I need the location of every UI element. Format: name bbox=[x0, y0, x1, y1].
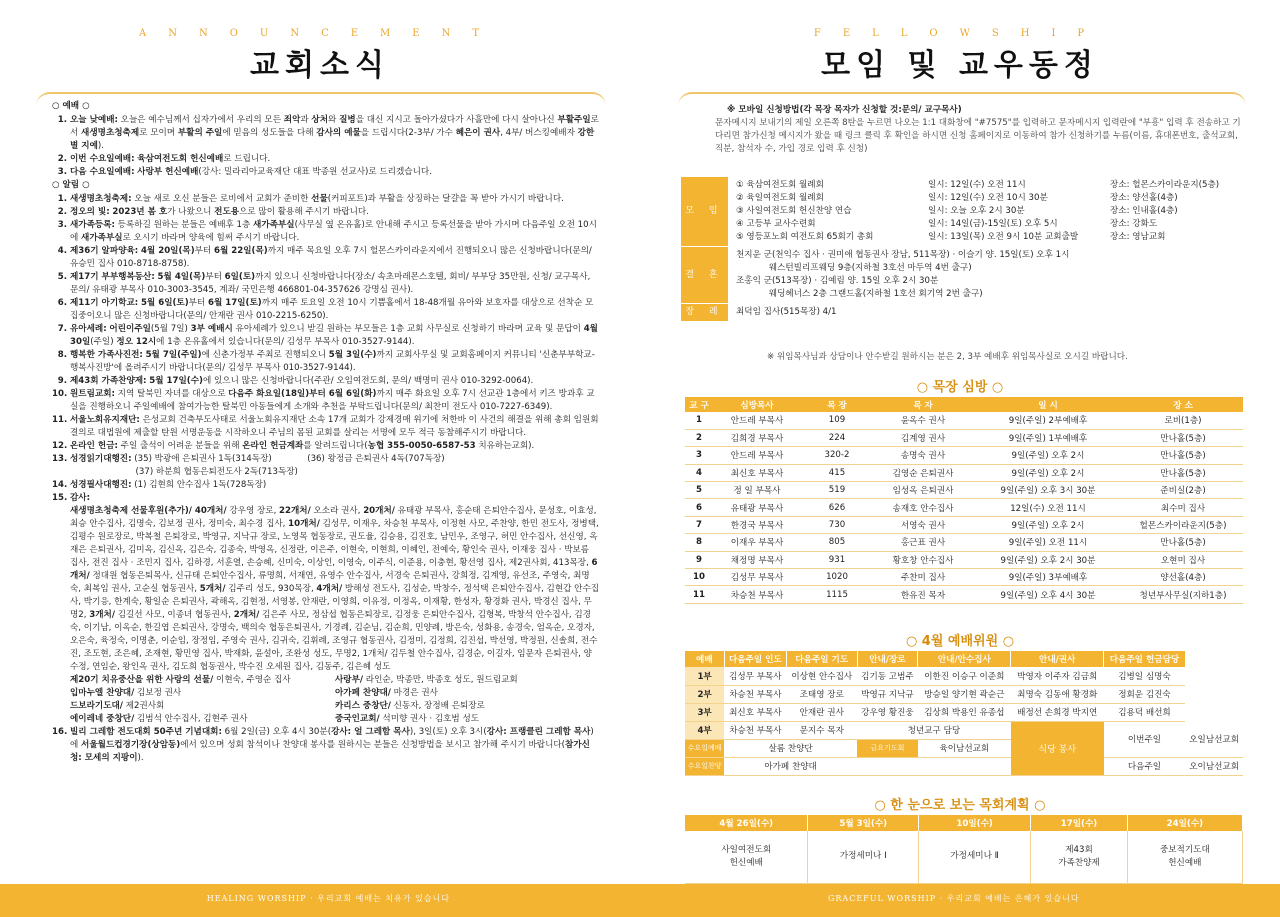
duty-cell: 차승천 부목사 bbox=[724, 721, 786, 739]
meeting-a: ① 육삼여전도회 월례회 bbox=[736, 180, 824, 190]
visit-cell: 김성무 부목사 bbox=[713, 569, 801, 586]
duty-extra-label bbox=[857, 757, 918, 775]
visit-cell: 만나홀(5층) bbox=[1123, 534, 1243, 551]
visit-cell: 한경국 부목사 bbox=[713, 516, 801, 533]
duty-cell: 배정선 손희경 박지연 bbox=[1011, 703, 1104, 721]
visit-cell: 주찬미 집사 bbox=[873, 569, 973, 586]
item-text: 온라인 헌금: 주일 출석이 어려운 분들을 위해 온라인 헌금계좌를 알려드립니다(농협 355-0050-6587-53 치유하는교회). bbox=[70, 441, 535, 451]
item-text: 새가족등록: 등록하길 원하는 분들은 예배후 1층 새가족부실(사무실 옆 온유홀)로 안내해 주시고 등록선물을 받아 가시며 다음주일 오전 10시에 새가족부실로 오시기 바라며 양육에 힘써 주시기 바랍니다. bbox=[70, 220, 597, 243]
right-footer bbox=[640, 884, 1280, 917]
meal-when: 다음주일 bbox=[1104, 757, 1186, 775]
left-footer-text: HEALING WORSHIP · 우리교회 예배는 치유가 있습니다 bbox=[206, 894, 450, 903]
thanks-pair bbox=[70, 687, 600, 700]
announcement-eyebrow: ANNOUNCEMENT bbox=[138, 28, 501, 39]
duty-cell: 1부 bbox=[685, 667, 724, 685]
visit-cell: 7 bbox=[685, 516, 713, 533]
meal-group: 오이남선교회 bbox=[1185, 757, 1243, 775]
visit-cell: 1115 bbox=[801, 586, 873, 603]
plan-date: 10일(수) bbox=[918, 815, 1030, 831]
news-item bbox=[52, 479, 600, 492]
plan-date: 5월 3일(수) bbox=[808, 815, 919, 831]
news-item bbox=[52, 193, 600, 206]
duty-cell: 4부 bbox=[685, 721, 724, 739]
duty-cell: 최명숙 김동애 황경화 bbox=[1011, 685, 1104, 703]
duty-cell: 안재란 권사 bbox=[787, 703, 857, 721]
item-number: 12. bbox=[52, 441, 68, 451]
meeting-item bbox=[736, 179, 1235, 192]
news-item bbox=[52, 297, 600, 323]
visit-cell: 9일(주일) 3부예배후 bbox=[973, 569, 1123, 586]
meeting-list bbox=[728, 177, 1243, 246]
wedding-line: 천지운 군(천익수 집사 · 권미애 협동권사 장남, 511목장) · 이슬기 양. 15일(토) 오후 1시 bbox=[736, 250, 1070, 260]
plan-event: 사일여전도회 헌신예배 bbox=[685, 831, 808, 883]
visit-cell: 9 bbox=[685, 551, 713, 568]
announcement-content bbox=[52, 100, 600, 765]
meeting-item bbox=[736, 231, 1235, 244]
visit-header: 장 소 bbox=[1123, 397, 1243, 412]
visit-cell: 서영숙 권사 bbox=[873, 516, 973, 533]
visit-header: 교 구 bbox=[685, 397, 713, 412]
duty-cell: 박영자 이주자 김금희 bbox=[1011, 667, 1104, 685]
item-number: 8. bbox=[57, 350, 67, 360]
visit-cell: 626 bbox=[801, 499, 873, 516]
meeting-item bbox=[736, 218, 1235, 231]
visit-cell: 9일(주일) 2부예배후 bbox=[973, 412, 1123, 429]
visit-cell: 3 bbox=[685, 447, 713, 464]
notice-heading: ※ 모바일 신청방법(각 목장 목자가 신청할 것:문의/ 교구목사) bbox=[727, 105, 962, 115]
visit-cell: 224 bbox=[801, 429, 873, 446]
visit-cell: 최수미 집사 bbox=[1123, 499, 1243, 516]
item-text: 제11기 아기학교: 5월 6일(토)부터 6월 17일(토)까지 매주 토요일 오전 10시 기쁨홀에서 18-48개월 유아와 보호자를 대상으로 선착순 모집중이오니 많은 신청바랍니다(문의/ 안재란 권사 010-2215-6250). bbox=[70, 298, 594, 321]
plan-date: 24일(수) bbox=[1127, 815, 1242, 831]
funeral-row bbox=[681, 304, 1243, 322]
visit-cell: 청년부사무실(지하1층) bbox=[1123, 586, 1243, 603]
item-number: 1. bbox=[57, 115, 67, 125]
item-text: 제36기 알파양육: 4월 20일(목)부터 6월 22일(목)까지 매주 목요일 오후 7시 헐몬스카이라운지에서 진행되오니 많은 신청바랍니다(문의/ 유승민 집사 010-8718-8758). bbox=[70, 246, 592, 269]
plan-date: 4월 26일(수) bbox=[685, 815, 808, 831]
plan-event: 가정세미나 Ⅱ bbox=[918, 831, 1030, 883]
item-text: 행복한 가족사진전: 5월 7일(주일)에 신춘가정부 주최로 진행되오니 5월 3일(수)까지 교회사무실 및 교회홈페이지 커뮤니티 '신춘부부학교-행복사진방'에 올려주시기 바랍니다(문의/ 김성무 부목사 010-3527-9144). bbox=[70, 350, 595, 373]
visit-cell: 송명숙 권사 bbox=[873, 447, 973, 464]
visit-cell: 양선홀(4층) bbox=[1123, 569, 1243, 586]
duty-cell: 김상희 박용인 유종섭 bbox=[918, 703, 1011, 721]
item-number: 13. bbox=[52, 454, 68, 464]
visit-cell: 윤옥수 권사 bbox=[873, 412, 973, 429]
item-text: 정오의 빛: 2023년 봄 호가 나왔으니 전도용으로 많이 활용해 주시기 바랍니다. bbox=[70, 207, 369, 217]
plan-table bbox=[685, 815, 1243, 884]
visit-row bbox=[685, 551, 1243, 568]
thanks-pair bbox=[70, 700, 600, 713]
meeting-b: 일시: 12일(수) 오전 11시 bbox=[928, 180, 1026, 190]
news-item bbox=[52, 375, 600, 388]
meal-when: 이번주일 bbox=[1104, 721, 1186, 757]
meeting-c: 장소: 양선홀(4층) bbox=[1110, 193, 1178, 203]
visit-row bbox=[685, 429, 1243, 446]
thanks-entry: 중국인교회/ 석미향 권사 · 김호범 성도 bbox=[335, 714, 480, 724]
wedding-line: 조홍익 군(513목장) · 김예림 양. 15일 오후 2시 30분 bbox=[736, 276, 939, 286]
meal-label: 식당 봉사 bbox=[1011, 721, 1104, 775]
visit-cell: 931 bbox=[801, 551, 873, 568]
duty-row bbox=[685, 721, 1243, 739]
item-number: 7. bbox=[57, 324, 67, 334]
wedding-list bbox=[728, 247, 1243, 303]
wedding-row bbox=[681, 247, 1243, 304]
visit-cell: 로비(1층) bbox=[1123, 412, 1243, 429]
visit-cell: 황호창 안수집사 bbox=[873, 551, 973, 568]
duty-cell: 청년교구 담당 bbox=[857, 721, 1011, 739]
visit-cell: 홍근표 권사 bbox=[873, 534, 973, 551]
meeting-b: 일시: 오늘 오후 2시 30분 bbox=[928, 206, 1025, 216]
worship-header: ○ 예배 ○ bbox=[52, 101, 90, 111]
item-number: 2. bbox=[57, 207, 67, 217]
duty-cell: 강우영 황진웅 bbox=[857, 703, 918, 721]
duty-cell: 김성무 부목사 bbox=[724, 667, 786, 685]
duty-extra-value: 살롬 찬양단 bbox=[724, 739, 857, 757]
meeting-b: 일시: 14일(금)-15일(토) 오후 5시 bbox=[928, 219, 1058, 229]
right-footer-text: GRACEFUL WORSHIP · 우리교회 예배는 은혜가 있습니다 bbox=[828, 894, 1080, 903]
item-text: 이번 수요일예배: 육삼여전도회 헌신예배로 드립니다. bbox=[70, 154, 271, 164]
visit-cell: 9일(주일) 1부예배후 bbox=[973, 429, 1123, 446]
duty-cell: 2부 bbox=[685, 685, 724, 703]
visit-cell: 9일(주일) 오후 4시 30분 bbox=[973, 586, 1123, 603]
news-item bbox=[52, 492, 600, 505]
visit-cell: 9일(주일) 오후 2시 bbox=[973, 464, 1123, 481]
news-item bbox=[52, 440, 600, 453]
schedule-board bbox=[681, 177, 1243, 322]
duty-extra-label: 금요기도회 bbox=[857, 739, 918, 757]
duty-header: 안내/장로 bbox=[857, 651, 918, 667]
visit-cell: 한유진 목자 bbox=[873, 586, 973, 603]
visit-cell: 12일(수) 오전 11시 bbox=[973, 499, 1123, 516]
item-number: 3. bbox=[57, 220, 67, 230]
duty-cell: 김기동 고범주 bbox=[857, 667, 918, 685]
item-text: 서울노회유지재단: 은성교회 건축부도사태로 서울노회유지재단 소속 17개 교회가 강제경매 위기에 처한바 이 사건의 해결을 위해 총회 임원회 결의로 대법원에 제출할 탄원 서명운동을 시작하오니 주님의 몸된 교회를 살리는 서명에 모두 적극 동참해주시기 바랍니다. bbox=[70, 415, 599, 438]
news-item bbox=[52, 206, 600, 219]
news-item bbox=[52, 453, 600, 479]
notice-body: 문자메시지 보내기의 제일 오른쪽 8탄을 누르면 나오는 1:1 대화창에 "#7575"를 입력하고 문자메시지 입력란에 "부흥" 입력 후 전송하고 기다리면 참가신청 메시지가 왔을 때 링크 클릭 후 확인을 하시면 신청 홈페이지로 이동하여 참가 신청하기를 누름(이름, 휴대폰번호, 출석교회, 직분, 참석자 수, 가입 경로 입력 후 신청) bbox=[715, 118, 1241, 154]
plan-title: ○ 한 눈으로 보는 목회계획 ○ bbox=[874, 798, 1046, 813]
wedding-label: 결 혼 bbox=[681, 247, 728, 303]
wedding-line: 웨스턴빌리프웨딩 9층(지하철 3호선 마두역 4번 출구) bbox=[736, 263, 972, 273]
worship-item bbox=[52, 166, 600, 179]
duty-header-row bbox=[685, 651, 1243, 667]
news-item bbox=[52, 726, 600, 765]
item-number: 6. bbox=[57, 298, 67, 308]
item-number: 11. bbox=[52, 415, 68, 425]
meeting-a: ④ 고등부 교사수련회 bbox=[736, 219, 816, 229]
fellowship-title: 모임 및 교우동정 bbox=[821, 48, 1099, 83]
meeting-a: ③ 사일여전도회 헌신찬양 연습 bbox=[736, 206, 852, 216]
item-number: 3. bbox=[57, 167, 67, 177]
visit-cell: 안드레 부목사 bbox=[713, 412, 801, 429]
duty-cell: 김병일 심명숙 bbox=[1104, 667, 1186, 685]
meeting-a: ⑤ 영등포노회 여전도회 65회기 총회 bbox=[736, 232, 874, 242]
funeral-label: 장 례 bbox=[681, 304, 728, 321]
duty-cell: 이한진 이승구 이준희 bbox=[918, 667, 1011, 685]
item-text: 감사: bbox=[70, 493, 91, 503]
visit-cell: 채정명 부목사 bbox=[713, 551, 801, 568]
plan-date: 17일(수) bbox=[1031, 815, 1127, 831]
visit-row bbox=[685, 482, 1243, 499]
meeting-row bbox=[681, 177, 1243, 247]
item-number: 1. bbox=[57, 194, 67, 204]
duty-row bbox=[685, 685, 1243, 703]
fellowship-eyebrow: FELLOWSHIP bbox=[813, 28, 1107, 39]
visit-cell: 헐몬스카이라운지(5층) bbox=[1123, 516, 1243, 533]
news-item bbox=[52, 323, 600, 349]
item-text: 오늘 낮예배: 오늘은 예수님께서 십자가에서 우리의 모든 죄악과 상처와 질병을 대신 지시고 돌아가셨다가 사흘만에 다시 살아나신 부활주일로서 새생명초청축제로 모이며 부활의 주일에 믿음의 성도들을 다해 감사의 예물을 드립시다(2-3부/ 가수 혜은이 권사, 4부/ 버스킹예배자 강한별 지예). bbox=[70, 115, 599, 151]
visit-header: 일 시 bbox=[973, 397, 1123, 412]
visit-cell: 805 bbox=[801, 534, 873, 551]
visit-cell: 유태광 부목사 bbox=[713, 499, 801, 516]
item-number: 5. bbox=[57, 272, 67, 282]
visit-title: ○ 목장 심방 ○ bbox=[916, 380, 1004, 395]
visit-header: 심방목사 bbox=[713, 397, 801, 412]
thanks-entry: 드보라기도대/ 제2권사회 bbox=[70, 701, 165, 711]
duty-row bbox=[685, 667, 1243, 685]
item-number: 9. bbox=[57, 376, 67, 386]
meeting-c: 장소: 인내홀(4층) bbox=[1110, 206, 1178, 216]
visit-cell: 정 일 부목사 bbox=[713, 482, 801, 499]
news-item bbox=[52, 219, 600, 245]
news-item bbox=[52, 349, 600, 375]
item-text: 성경읽기대행진: (35) 박광애 은퇴권사 1독(314독장) (36) 왕정금 은퇴권사 4독(707독장) (37) 하분희 협동은퇴전도사 2독(713독장) bbox=[70, 454, 445, 477]
visit-cell: 9일(주일) 오후 3시 30분 bbox=[973, 482, 1123, 499]
duty-cell: 문지수 목자 bbox=[787, 721, 857, 739]
meeting-c: 장소: 영남교회 bbox=[1110, 232, 1166, 242]
duty-header: 다음주일 기도 bbox=[787, 651, 857, 667]
duty-header: 안내/안수집사 bbox=[918, 651, 1011, 667]
visit-cell: 9일(주일) 오후 2시 bbox=[973, 516, 1123, 533]
meal-group: 오일남선교회 bbox=[1185, 721, 1243, 757]
wedding-line: 웨딩헤너스 2층 그랜드홀(지하철 1호선 회기역 2번 출구) bbox=[736, 289, 983, 299]
visit-cell: 11 bbox=[685, 586, 713, 603]
visit-cell: 9일(주일) 오후 2시 bbox=[973, 447, 1123, 464]
funeral-text: 최덕임 집사(515목장) 4/1 bbox=[736, 307, 837, 317]
visit-row bbox=[685, 412, 1243, 429]
visit-cell: 안드레 부목사 bbox=[713, 447, 801, 464]
visit-cell: 2 bbox=[685, 429, 713, 446]
duty-header: 다음주일 인도 bbox=[724, 651, 786, 667]
visit-cell: 9일(주일) 오후 2시 30분 bbox=[973, 551, 1123, 568]
duty-cell: 방승일 양기현 곽순근 bbox=[918, 685, 1011, 703]
duty-extra-value: 아가페 찬양대 bbox=[724, 757, 857, 775]
news-header: ○ 알림 ○ bbox=[52, 180, 90, 190]
item-number: 10. bbox=[52, 389, 68, 399]
thanks-list: 새생명초청축제 선물후원(추가)/ 40개처/ 강우영 장로, 22개처/ 오소라 권사, 20개처/ 유태광 부목사, 홍순태 은퇴안수집사, 문성호, 이효성, 최승 안수집사, 김명숙, 김보정 권사, 정미숙, 최수경 집사, 10개처/ 김성무, 이재우, 차승천 부목사, 이정현 사모, 주찬양, 한민 전도사, 정병택, 김평수 원로장로, 박복철 은퇴장로, 박영규, 지낙규 장로, 노영목 협동장로, 권도율, 김승용, 김진호, 남민우, 조영구, 허민 안수집사, 선신영, 옥재은 은퇴권사, 김미옥, 김신옥, 김은숙, 김종숙, 박영옥, 신정란, 이은주, 이현숙, 이현희, 이혜인, 전예숙, 황인숙 권사, 이재웅 집사 · 박보름 집사, 전진 집사 · 조민지 집사, 김하경, 서훈열, 손승혜, 신미숙, 이상인, 이영숙, 이주식, 이준용, 이충현, 황선영 집사, 제2권사회, 413목장, 6개처/ 정대원 협동은퇴목사, 신규태 은퇴안수집사, 류명희, 서재연, 유영수 안수집사, 서경숙 은퇴권사, 강희정, 김계영, 유선조, 주영숙, 최명숙, 최복임 권사, 고순실 협동권사, 5개처/ 김주리 성도, 930목장, 4개처/ 방해성 전도사, 김성순, 박창수, 정석택 은퇴안수집사, 김현갑 안수집사, 박기응, 한계숙, 황일순 은퇴권사, 곽해옥, 김현정, 서영봉, 안재란, 이영희, 이유정, 이정옥, 이재황, 한성자, 황경화 권사, 박경신 집사, 무명2, 3개처/ 김길선 사모, 이종녀 협동권사, 2개처/ 김은주 사모, 정삼섭 협동은퇴장로, 김정웅 은퇴안수집사, 김형복, 박창석 안수집사, 김경숙, 이기남, 이옥순, 한길엽 은퇴권사, 강명숙, 백의숙 협동은퇴권사, 기경례, 김순님, 김순희, 민양례, 방은숙, 성화용, 송경숙, 엄옥순, 오경자, 오은숙, 육정숙, 이명춘, 이순임, 장정임, 주영숙 권사, 김귀숙, 김휘례, 조영규 협동권사, 김정미, 김정희, 김진섭, 박선영, 박정원, 신솔희, 전수진, 조도현, 조은혜, 조재현, 황민영 집사, 박재화, 윤설아, 조완성 성도, 무명2, 1개처/ 김두철 안수집사, 김경순, 이길자, 임문자 은퇴권사, 양수정, 연임순, 왕인옥 권사, 김도희 협동권사, 박수진 오세원 집사, 김동주, 김은혜 성도 bbox=[70, 506, 600, 672]
visit-table bbox=[685, 397, 1243, 604]
duty-extra-label: 수요일찬양 bbox=[685, 757, 724, 775]
news-item bbox=[52, 414, 600, 440]
visit-cell: 최신호 부목사 bbox=[713, 464, 801, 481]
duty-extra-value: 육이남선교회 bbox=[918, 739, 1011, 757]
meeting-c: 장소: 강화도 bbox=[1110, 219, 1158, 229]
meeting-b: 일시: 13일(목) 오전 9시 10분 교회출발 bbox=[928, 232, 1079, 242]
meeting-c: 장소: 헐몬스카이라운지(5층) bbox=[1110, 180, 1220, 190]
news-item bbox=[52, 271, 600, 297]
worship-item bbox=[52, 153, 600, 166]
visit-row bbox=[685, 464, 1243, 481]
plan-header-row bbox=[685, 815, 1243, 831]
plan-row bbox=[685, 831, 1243, 883]
visit-cell: 8 bbox=[685, 534, 713, 551]
visit-header: 목 자 bbox=[873, 397, 973, 412]
duty-header: 안내/권사 bbox=[1011, 651, 1104, 667]
duty-title: ○ 4월 예배위원 ○ bbox=[905, 634, 1015, 649]
item-text: 제43회 가족찬양제: 5월 17일(수)에 있으니 많은 신청바랍니다(주관/ 오임여전도회, 문의/ 백명미 권사 010-3292-0064). bbox=[70, 376, 534, 386]
duty-table bbox=[685, 651, 1243, 776]
meeting-item bbox=[736, 192, 1235, 205]
duty-cell: 정회운 김진숙 bbox=[1104, 685, 1186, 703]
mobile-notice bbox=[715, 104, 1245, 156]
duty-header: 예배 bbox=[685, 651, 724, 667]
visit-row bbox=[685, 534, 1243, 551]
visit-cell: 415 bbox=[801, 464, 873, 481]
visit-cell: 4 bbox=[685, 464, 713, 481]
visit-cell: 차승천 부목사 bbox=[713, 586, 801, 603]
duty-extra-value bbox=[918, 757, 1011, 775]
thanks-entry: 에이레네 중창단/ 김범석 안수집사, 김현주 권사 bbox=[70, 714, 248, 724]
item-text: 성경필사대행진: (1) 김현희 안수집사 1독(728독장) bbox=[70, 480, 267, 490]
thanks-pair bbox=[70, 674, 600, 687]
duty-cell: 최신호 부목사 bbox=[724, 703, 786, 721]
visit-cell: 이재우 부목사 bbox=[713, 534, 801, 551]
meeting-label: 모 임 bbox=[681, 177, 728, 246]
duty-header: 다음주일 헌금담당 bbox=[1104, 651, 1186, 667]
item-number: 15. bbox=[52, 493, 68, 503]
thanks-entry: 카리스 중창단/ 신동자, 장정배 은퇴장로 bbox=[335, 701, 485, 711]
duty-cell: 차승천 부목사 bbox=[724, 685, 786, 703]
news-item bbox=[52, 388, 600, 414]
page-title: 교회소식 bbox=[250, 48, 390, 83]
plan-event: 제43회 가족찬양제 bbox=[1031, 831, 1127, 883]
duty-cell: 김용덕 배선희 bbox=[1104, 703, 1186, 721]
visit-cell: 오현미 집사 bbox=[1123, 551, 1243, 568]
item-number: 2. bbox=[57, 154, 67, 164]
duty-cell: 조태영 장로 bbox=[787, 685, 857, 703]
meeting-b: 일시: 12일(수) 오전 10시 30분 bbox=[928, 193, 1048, 203]
visit-cell: 임성옥 은퇴권사 bbox=[873, 482, 973, 499]
item-number: 4. bbox=[57, 246, 67, 256]
visit-cell: 김계영 권사 bbox=[873, 429, 973, 446]
visit-cell: 김희경 부목사 bbox=[713, 429, 801, 446]
item-number: 14. bbox=[52, 480, 68, 490]
item-text: 제17기 부부행복동산: 5월 4일(목)부터 6일(토)까지 있으니 신청바랍니다(장소/ 속초마레몬스호텔, 회비/ 부부당 35만원, 신청/ 교구목사, 문의/ 유태광 부목사 010-3003-3545, 계좌/ 국민은행 466801-04-357626 강명심 권사). bbox=[70, 272, 591, 295]
item-text: 다음 수요일예배: 사랑부 헌신예배(강사: 밀라리아교육재단 대표 박종원 선교사)로 드리겠습니다. bbox=[70, 167, 432, 177]
visit-row bbox=[685, 569, 1243, 586]
thanks-pair bbox=[70, 713, 600, 726]
counsel-remark: ※ 위임목사님과 상담이나 안수받길 원하시는 분은 2, 3부 예배후 위임목사실로 오시길 바랍니다. bbox=[767, 352, 1128, 362]
visit-cell: 만나홀(5층) bbox=[1123, 447, 1243, 464]
visit-cell: 519 bbox=[801, 482, 873, 499]
item-text: 원트림교회: 지역 탈북민 자녀를 대상으로 다음주 화요일(18일)부터 6월 6일(화)까지 매주 화요일 오후 7시 선교관 1층에서 키즈 방과후 교실을 진행하오니 주일예배에 참여가능한 탈북민 아동들에게 소개와 추천을 부탁드립니다(문의/ 최찬미 전도사 010-7227-6349). bbox=[70, 389, 595, 412]
worship-item bbox=[52, 114, 600, 153]
visit-row bbox=[685, 586, 1243, 603]
visit-cell: 1020 bbox=[801, 569, 873, 586]
visit-header-row bbox=[685, 397, 1243, 412]
duty-extra-label: 수요일예배 bbox=[685, 739, 724, 757]
left-footer bbox=[0, 884, 640, 917]
duty-extra-row bbox=[685, 757, 1243, 775]
visit-cell: 1 bbox=[685, 412, 713, 429]
visit-cell: 5 bbox=[685, 482, 713, 499]
visit-cell: 10 bbox=[685, 569, 713, 586]
visit-cell: 9일(주일) 오전 11시 bbox=[973, 534, 1123, 551]
thanks-entry: 제20기 치유중산을 위한 사랑의 선물/ 이현숙, 주영순 집사 bbox=[70, 675, 291, 685]
visit-cell: 320-2 bbox=[801, 447, 873, 464]
visit-cell: 만나홀(5층) bbox=[1123, 464, 1243, 481]
item-text: 새생명초청축제: 오늘 새로 오신 분들은 로비에서 교회가 준비한 선물(커피포트)과 부활을 상징하는 달걀을 꼭 받아 가시기 바랍니다. bbox=[70, 194, 564, 204]
thanks-entry: 입마누엘 찬양대/ 김보정 권사 bbox=[70, 688, 182, 698]
visit-header: 목 장 bbox=[801, 397, 873, 412]
visit-cell: 6 bbox=[685, 499, 713, 516]
duty-cell: 이상현 안수집사 bbox=[787, 667, 857, 685]
visit-row bbox=[685, 516, 1243, 533]
item-text: 빌리 그레함 전도대회 50주년 기념대회: 6월 2일(금) 오후 4시 30분(강사: 얼 그레함 목사), 3일(토) 오후 3시(강사: 프랭클린 그레함 목사)에 서울월드컵경기장(상암동)에서 있으며 성회 참석이나 찬양대 봉사를 원하시는 분들은 신청방법을 보시고 참가해 주시기 바랍니다(참가신청: 모세의 지팡이). bbox=[70, 727, 594, 763]
duty-cell: 박영규 지낙규 bbox=[857, 685, 918, 703]
thanks-entry: 아가페 찬양대/ 마경은 권사 bbox=[335, 688, 438, 698]
visit-cell: 만나홀(5층) bbox=[1123, 429, 1243, 446]
news-item bbox=[52, 245, 600, 271]
item-text: 유아세례: 어린이주일(5월 7일) 3부 예배시 유아세례가 있으니 받길 원하는 부모들은 1층 교회 사무실로 신청하기 바라며 교육 및 문답이 4월 30일(주일) 정오 12시에 1층 온유홀에서 있습니다(문의/ 김성무 부목사 010-3527-9144). bbox=[70, 324, 598, 347]
visit-cell: 준비실(2층) bbox=[1123, 482, 1243, 499]
visit-cell: 송재호 안수집사 bbox=[873, 499, 973, 516]
meeting-a: ② 육일여전도회 월례회 bbox=[736, 193, 824, 203]
item-number: 16. bbox=[52, 727, 68, 737]
visit-cell: 109 bbox=[801, 412, 873, 429]
visit-cell: 김영순 은퇴권사 bbox=[873, 464, 973, 481]
thanks-entry: 사랑부/ 라인순, 박종만, 박종호 성도, 원드림교회 bbox=[335, 675, 518, 685]
duty-row bbox=[685, 703, 1243, 721]
visit-row bbox=[685, 499, 1243, 516]
duty-cell: 3부 bbox=[685, 703, 724, 721]
plan-event: 중보적기도대 헌신예배 bbox=[1127, 831, 1242, 883]
meeting-item bbox=[736, 205, 1235, 218]
plan-event: 가정세미나 Ⅰ bbox=[808, 831, 919, 883]
visit-cell: 730 bbox=[801, 516, 873, 533]
visit-row bbox=[685, 447, 1243, 464]
